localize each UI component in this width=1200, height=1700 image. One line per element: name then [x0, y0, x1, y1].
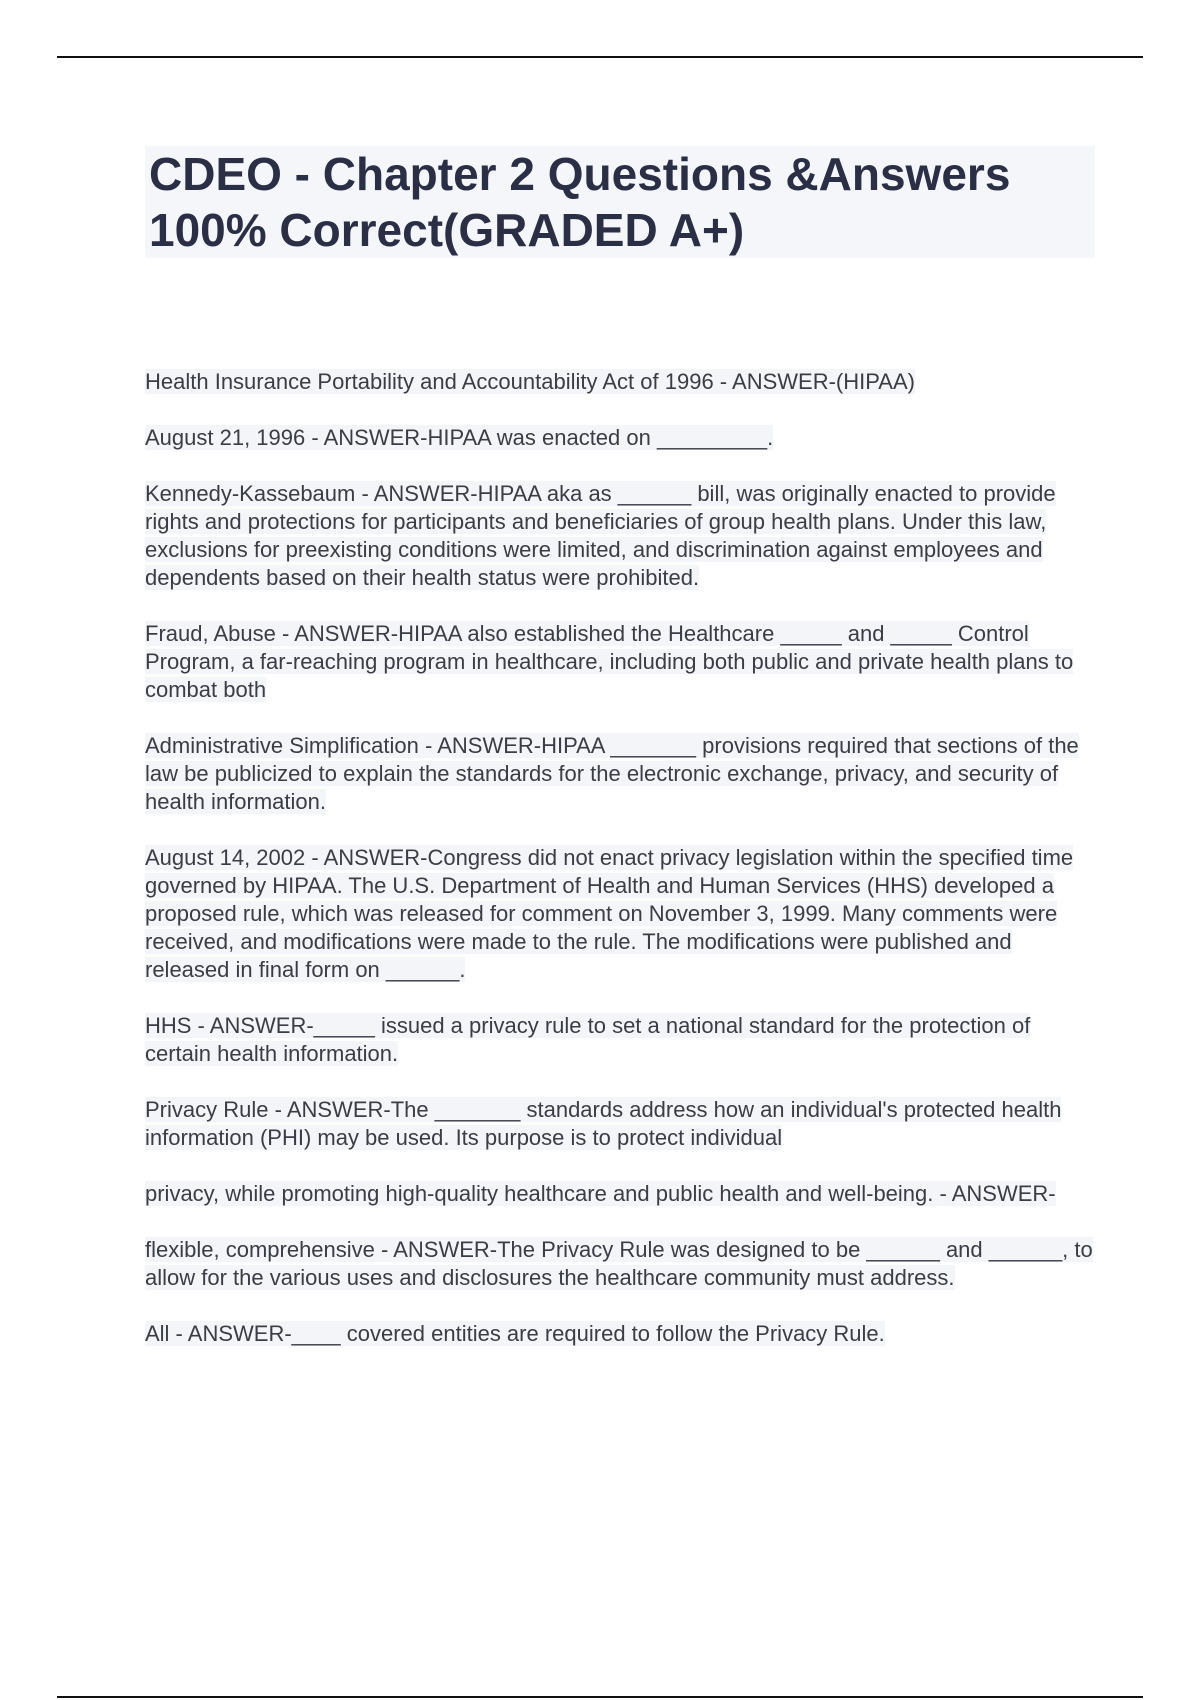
qa-item-hipaa-name: Health Insurance Portability and Accountability Act of 1996 - ANSWER-(HIPAA) [145, 369, 915, 394]
qa-item-kennedy-kassebaum: Kennedy-Kassebaum - ANSWER-HIPAA aka as ______ bill, was originally enacted to provide rights and protections for participants and beneficiaries of group health plans. Under this law, exclusions for preexisting conditions were limited, and discrimination against employees and dependents based on their health status were prohibited. [145, 481, 1056, 590]
bottom-divider [57, 1696, 1143, 1698]
qa-item-admin-simplification: Administrative Simplification - ANSWER-HIPAA _______ provisions required that sections of the law be publicized to explain the standards for the electronic exchange, privacy, and security of health information. [145, 733, 1079, 814]
title-line-1: CDEO - Chapter 2 Questions &Answers [149, 148, 1011, 200]
qa-item-hhs: HHS - ANSWER-_____ issued a privacy rule to set a national standard for the protection of certain health information. [145, 1013, 1031, 1066]
qa-content [145, 368, 1095, 1376]
document-title [145, 146, 1095, 258]
qa-item-enacted-date: August 21, 1996 - ANSWER-HIPAA was enacted on _________. [145, 425, 774, 450]
qa-item-all-entities: All - ANSWER-____ covered entities are required to follow the Privacy Rule. [145, 1321, 885, 1346]
qa-item-privacy-promotion: privacy, while promoting high-quality healthcare and public health and well-being. - ANSWER- [145, 1181, 1056, 1206]
qa-item-flexible-comprehensive: flexible, comprehensive - ANSWER-The Privacy Rule was designed to be ______ and ______, to allow for the various uses and disclosures the healthcare community must address. [145, 1237, 1093, 1290]
top-divider [57, 56, 1143, 58]
qa-item-final-form-date: August 14, 2002 - ANSWER-Congress did not enact privacy legislation within the specified time governed by HIPAA. The U.S. Department of Health and Human Services (HHS) developed a proposed rule, which was released for comment on November 3, 1999. Many comments were received, and modifications were made to the rule. The modifications were published and released in final form on ______. [145, 845, 1074, 982]
title-line-2: 100% Correct(GRADED A+) [149, 204, 745, 256]
qa-item-fraud-abuse: Fraud, Abuse - ANSWER-HIPAA also established the Healthcare _____ and _____ Control Program, a far-reaching program in healthcare, including both public and private health plans to combat both [145, 621, 1074, 702]
qa-item-privacy-rule: Privacy Rule - ANSWER-The _______ standards address how an individual's protected health information (PHI) may be used. Its purpose is to protect individual [145, 1097, 1062, 1150]
